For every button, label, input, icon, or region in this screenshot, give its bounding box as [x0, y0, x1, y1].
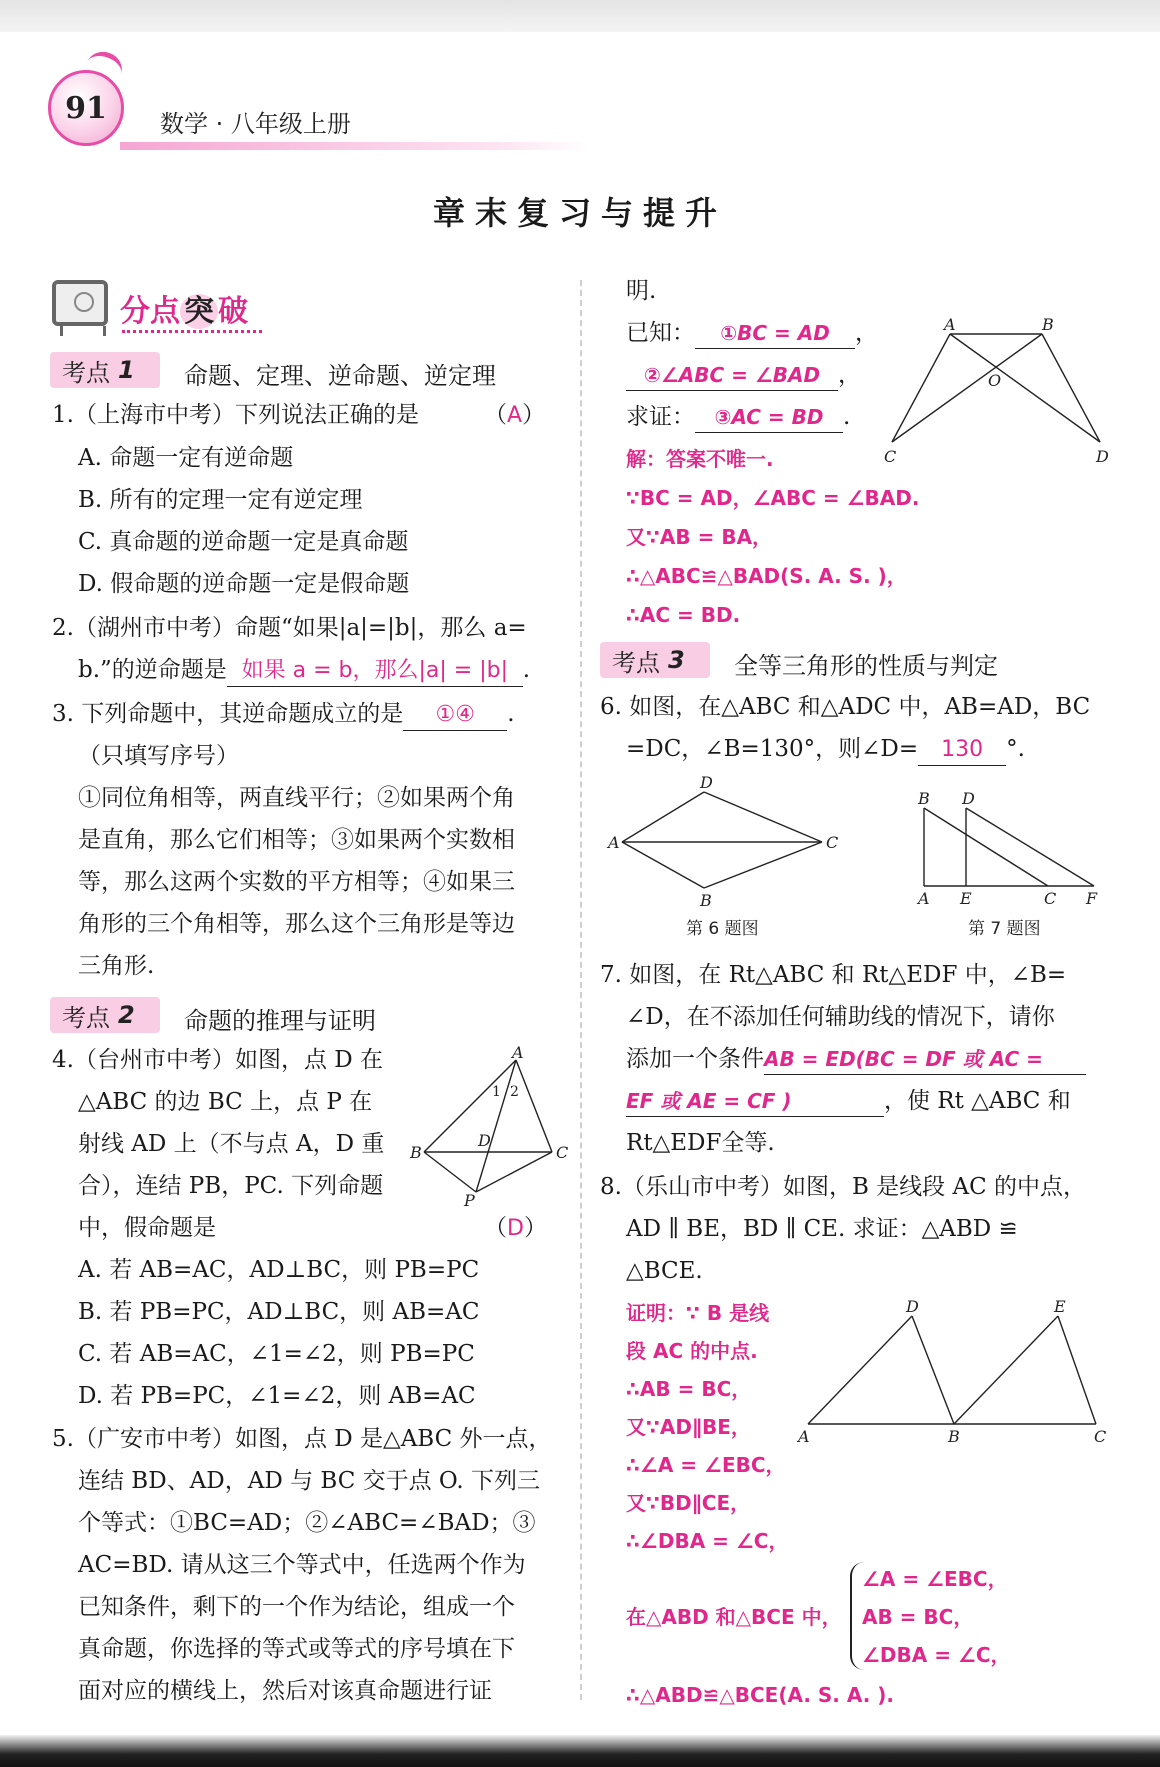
- q5-label-b: B: [1042, 315, 1054, 334]
- q7-label-e: E: [960, 889, 972, 908]
- q4-label-p: P: [464, 1191, 475, 1210]
- kaodian-tag: 考点 3: [600, 642, 710, 678]
- book-subject: 数学 · 八年级上册: [160, 110, 351, 138]
- q7-answer-1: AB = ED(BC = DF 或 AC =: [764, 1047, 1043, 1071]
- q5-prove: 求证： ③AC = BD .: [626, 402, 850, 433]
- q4-line4: 合），连结 PB，PC. 下列命题: [78, 1173, 384, 1199]
- q4-seg-pb: [424, 1152, 476, 1192]
- q6-line2: =DC，∠B=130°，则∠D= 130 °.: [626, 734, 1025, 766]
- column-divider: [580, 280, 582, 1700]
- page-number-badge: 91: [48, 70, 124, 146]
- q1-answer-paren: （A）: [484, 402, 546, 428]
- q4-answer-paren: （D）: [484, 1215, 547, 1241]
- q5-line5: 已知条件，剩下的一个作为结论，组成一个: [78, 1594, 515, 1620]
- q7-caption: 第 7 题图: [968, 919, 1041, 939]
- q8-seg-db: [912, 1316, 954, 1424]
- q1-option-a: A. 命题一定有逆命题: [78, 445, 294, 471]
- q8-label-c: C: [1094, 1427, 1107, 1446]
- q6-seg-dc: [704, 792, 822, 842]
- q5-solution-4: ∴△ABC≌△BAD(S. A. S. )，: [626, 564, 907, 588]
- q7-label-c: C: [1044, 889, 1057, 908]
- q4-answer: D: [507, 1216, 524, 1241]
- q4-label-a: A: [512, 1043, 524, 1062]
- q4-label-d: D: [478, 1131, 491, 1150]
- q8-seg-ec: [1058, 1316, 1096, 1424]
- q4-line5: 中，假命题是: [78, 1215, 216, 1241]
- q7-label-d: D: [962, 789, 975, 808]
- q5-line7: 面对应的横线上，然后对该真命题进行证: [78, 1678, 492, 1704]
- q4-line2: △ABC 的边 BC 上，点 P 在: [78, 1089, 373, 1115]
- q5-label-a: A: [944, 315, 956, 334]
- q6-label-b: B: [700, 891, 712, 910]
- q3-body-3: 等，那么这两个实数的平方相等；④如果三: [78, 869, 515, 895]
- q3-body-5: 三角形.: [78, 953, 155, 979]
- q5-continued: 明.: [626, 278, 657, 304]
- q6-label-d: D: [700, 773, 713, 792]
- kaodian-tag: 考点 1: [50, 352, 160, 388]
- q5-known-2: ②∠ABC = ∠BAD ，: [626, 360, 861, 391]
- q8-system-1: ∠A = ∠EBC，: [862, 1567, 1008, 1591]
- q4-option-c: C. 若 AB=AC，∠1=∠2，则 PB=PC: [78, 1341, 475, 1367]
- blackboard-legs: [60, 326, 106, 336]
- q8-seg-ad: [808, 1316, 912, 1424]
- q7-line3: 添加一个条件AB = ED(BC = DF 或 AC =: [626, 1044, 1086, 1075]
- q8-proof-2: 段 AC 的中点.: [626, 1339, 758, 1363]
- q4-label-b: B: [410, 1143, 422, 1162]
- q5-seg-bc: [892, 334, 1042, 442]
- q5-seg-ad: [950, 334, 1100, 442]
- header-underline: [120, 142, 590, 150]
- q5-line6: 真命题，你选择的等式或等式的序号填在下: [78, 1636, 515, 1662]
- q1-option-b: B. 所有的定理一定有逆定理: [78, 487, 363, 513]
- q1-option-c: C. 真命题的逆命题一定是真命题: [78, 529, 409, 555]
- q4-label-1: 1: [492, 1084, 501, 1100]
- q4-seg-pc: [476, 1152, 552, 1192]
- q7-answer-2: EF 或 AE = CF ): [626, 1089, 792, 1113]
- bottom-edge: [0, 1735, 1160, 1767]
- q8-seg-be: [954, 1316, 1058, 1424]
- q4-line3: 射线 AD 上（不与点 A，D 重: [78, 1131, 385, 1157]
- q8-label-a: A: [798, 1427, 810, 1446]
- q8-system-lead: 在△ABD 和△BCE 中，: [626, 1605, 842, 1629]
- q6-line1: 6. 如图，在△ABC 和△ADC 中，AB=AD，BC: [600, 694, 1091, 720]
- q5-line2: 连结 BD、AD，AD 与 BC 交于点 O. 下列三: [78, 1468, 541, 1494]
- q3-body-4: 角形的三个角相等，那么这个三角形是等边: [78, 911, 515, 937]
- q5-label-c: C: [884, 447, 897, 466]
- q8-system-3: ∠DBA = ∠C，: [862, 1643, 1011, 1667]
- q7-label-f: F: [1086, 889, 1098, 908]
- q1-stem: 1.（上海市中考）下列说法正确的是: [52, 402, 419, 428]
- q2-line2: b.”的逆命题是 如果 a = b，那么|a| = |b| .: [78, 655, 530, 687]
- q8-line3: △BCE.: [626, 1258, 703, 1284]
- q2-line1: 2.（湖州市中考）命题“如果|a|=|b|，那么 a=: [52, 615, 527, 641]
- q8-label-e: E: [1054, 1297, 1066, 1316]
- q5-solution-3: 又∵AB = BA，: [626, 525, 773, 549]
- q6-label-a: A: [608, 833, 620, 852]
- q3-line2: （只填写序号）: [78, 743, 239, 769]
- q7-line1: 7. 如图，在 Rt△ABC 和 Rt△EDF 中，∠B=: [600, 962, 1067, 988]
- q8-line1: 8.（乐山市中考）如图，B 是线段 AC 的中点，: [600, 1174, 1086, 1200]
- q5-solution-1: 解：答案不唯一.: [626, 447, 774, 471]
- q4-side-ac: [516, 1060, 552, 1152]
- q5-known-2-value: ②∠ABC = ∠BAD: [643, 363, 821, 387]
- q6-seg-ad: [622, 792, 704, 842]
- q4-label-c: C: [556, 1143, 569, 1162]
- q4-option-d: D. 若 PB=PC，∠1=∠2，则 AB=AC: [78, 1383, 476, 1409]
- q8-label-b: B: [948, 1427, 960, 1446]
- q8-line2: AD ∥ BE，BD ∥ CE. 求证：△ABD ≌: [626, 1216, 1018, 1242]
- kaodian-title: 全等三角形的性质与判定: [734, 652, 998, 680]
- q7-figure: [906, 786, 1106, 910]
- q5-label-o: O: [988, 371, 1002, 390]
- q7-line5: Rt△EDF全等.: [626, 1130, 775, 1156]
- q5-solution-5: ∴AC = BD.: [626, 603, 741, 627]
- q5-known-1: 已知： ①BC = AD ，: [626, 318, 878, 349]
- q5-figure: [878, 315, 1118, 470]
- q5-seg-bd: [1042, 334, 1100, 442]
- q8-proof-7: ∴∠DBA = ∠C，: [626, 1529, 789, 1553]
- q8-proof-4: 又∵AD∥BE，: [626, 1415, 751, 1439]
- q4-option-b: B. 若 PB=PC，AD⊥BC，则 AB=AC: [78, 1299, 480, 1325]
- q8-proof-3: ∴AB = BC，: [626, 1377, 752, 1401]
- q5-line3: 个等式：①BC=AD；②∠ABC=∠BAD；③: [78, 1510, 536, 1536]
- q7-label-b: B: [918, 789, 930, 808]
- q6-answer: 130: [941, 737, 984, 762]
- q6-figure: [608, 774, 848, 910]
- section-title-text: 分点 突 破: [120, 294, 248, 329]
- q2-answer: 如果 a = b，那么|a| = |b|: [241, 658, 508, 683]
- q3-body-1: ①同位角相等，两直线平行；②如果两个角: [78, 785, 515, 811]
- kaodian-title: 命题、定理、逆命题、逆定理: [184, 362, 496, 390]
- q1-option-d: D. 假命题的逆命题一定是假命题: [78, 571, 410, 597]
- q8-label-d: D: [906, 1297, 919, 1316]
- q8-proof-5: ∴∠A = ∠EBC，: [626, 1453, 786, 1477]
- kaodian-tag: 考点 2: [50, 997, 160, 1033]
- q4-label-2: 2: [510, 1084, 519, 1100]
- q8-figure: [796, 1298, 1116, 1448]
- q5-known-1-value: ①BC = AD: [720, 321, 830, 345]
- q8-proof-1: 证明：∵ B 是线: [626, 1301, 770, 1325]
- q8-proof-6: 又∵BD∥CE，: [626, 1491, 751, 1515]
- q1-answer: A: [507, 403, 523, 428]
- q7-line2: ∠D，在不添加任何辅助线的情况下，请你: [626, 1004, 1055, 1030]
- q6-seg-ab: [622, 842, 704, 888]
- blackboard-icon: [52, 280, 108, 326]
- q5-line1: 5.（广安市中考）如图，点 D 是△ABC 外一点，: [52, 1426, 552, 1452]
- q5-line4: AC=BD. 请从这三个等式中，任选两个作为: [78, 1552, 526, 1578]
- q7-line4: EF 或 AE = CF ) ，使 Rt △ABC 和: [626, 1086, 1071, 1117]
- q3-answer: ①④: [435, 702, 475, 727]
- q5-prove-value: ③AC = BD: [714, 405, 824, 429]
- section-dots: [122, 330, 262, 333]
- q3-line1: 3. 下列命题中，其逆命题成立的是 ①④ .: [52, 699, 515, 731]
- q6-label-c: C: [826, 833, 839, 852]
- q3-body-2: 是直角，那么它们相等；③如果两个实数相: [78, 827, 515, 853]
- q8-conclusion: ∴△ABD≌△BCE(A. S. A. ).: [626, 1683, 895, 1707]
- q4-line1: 4.（台州市中考）如图，点 D 在: [52, 1047, 384, 1073]
- q6-seg-bc: [704, 842, 822, 888]
- q5-label-d: D: [1096, 447, 1109, 466]
- q5-seg-ac: [892, 334, 950, 442]
- q6-caption: 第 6 题图: [686, 919, 759, 939]
- q7-label-a: A: [918, 889, 930, 908]
- kaodian-title: 命题的推理与证明: [184, 1007, 376, 1035]
- chapter-title: 章末复习与提升: [432, 194, 727, 232]
- q8-system-2: AB = BC，: [862, 1605, 974, 1629]
- top-edge: [0, 0, 1160, 32]
- q5-solution-2: ∵BC = AD，∠ABC = ∠BAD.: [626, 486, 920, 510]
- q4-option-a: A. 若 AB=AC，AD⊥BC，则 PB=PC: [78, 1257, 480, 1283]
- q4-figure: [410, 1043, 569, 1210]
